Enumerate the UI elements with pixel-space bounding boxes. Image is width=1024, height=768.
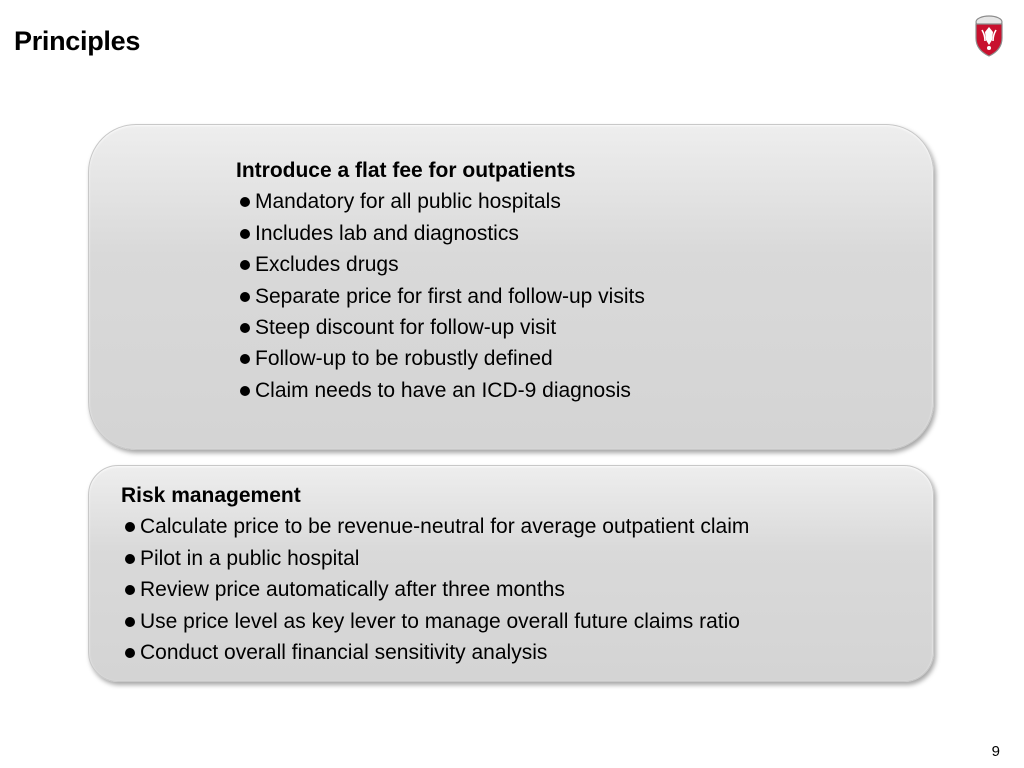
risk-management-bullet-list bbox=[121, 511, 749, 668]
list-item-text: Conduct overall financial sensitivity analysis bbox=[140, 641, 548, 665]
bullet-icon bbox=[125, 522, 135, 532]
bullet-icon bbox=[125, 585, 135, 595]
list-item-text: Mandatory for all public hospitals bbox=[255, 190, 561, 214]
list-item bbox=[121, 574, 749, 605]
bullet-icon bbox=[240, 386, 250, 396]
list-item-text: Review price automatically after three months bbox=[140, 578, 565, 602]
bullet-icon bbox=[125, 554, 135, 564]
emblem-icon bbox=[972, 14, 1006, 58]
list-item-text: Separate price for first and follow-up visits bbox=[255, 284, 645, 308]
bullet-icon bbox=[125, 648, 135, 658]
list-item bbox=[236, 281, 645, 312]
list-item-text: Pilot in a public hospital bbox=[140, 546, 360, 570]
list-item bbox=[121, 511, 749, 542]
list-item-text: Excludes drugs bbox=[255, 253, 399, 277]
list-item bbox=[236, 218, 645, 249]
risk-management-heading: Risk management bbox=[121, 484, 301, 507]
bullet-icon bbox=[240, 197, 250, 207]
page-number: 9 bbox=[991, 743, 1000, 760]
bullet-icon bbox=[240, 292, 250, 302]
list-item bbox=[236, 343, 645, 374]
list-item bbox=[121, 637, 749, 668]
list-item-text: Steep discount for follow-up visit bbox=[255, 316, 557, 340]
risk-management-content bbox=[121, 480, 749, 668]
bullet-icon bbox=[125, 617, 135, 627]
list-item-text: Follow-up to be robustly defined bbox=[255, 347, 553, 371]
list-item bbox=[236, 249, 645, 280]
list-item bbox=[236, 375, 645, 406]
flat-fee-content bbox=[236, 155, 645, 406]
list-item bbox=[121, 543, 749, 574]
list-item-text: Calculate price to be revenue-neutral for average outpatient claim bbox=[140, 515, 750, 539]
list-item bbox=[121, 606, 749, 637]
risk-management-box bbox=[88, 465, 934, 682]
bullet-icon bbox=[240, 323, 250, 333]
bullet-icon bbox=[240, 260, 250, 270]
list-item bbox=[236, 186, 645, 217]
list-item bbox=[236, 312, 645, 343]
bullet-icon bbox=[240, 354, 250, 364]
bullet-icon bbox=[240, 229, 250, 239]
flat-fee-heading: Introduce a flat fee for outpatients bbox=[236, 159, 576, 182]
list-item-text: Claim needs to have an ICD-9 diagnosis bbox=[255, 378, 631, 402]
list-item-text: Includes lab and diagnostics bbox=[255, 221, 519, 245]
slide-title: Principles bbox=[14, 26, 141, 56]
flat-fee-box bbox=[88, 124, 934, 450]
flat-fee-bullet-list bbox=[236, 186, 645, 406]
list-item-text: Use price level as key lever to manage overall future claims ratio bbox=[140, 609, 740, 633]
